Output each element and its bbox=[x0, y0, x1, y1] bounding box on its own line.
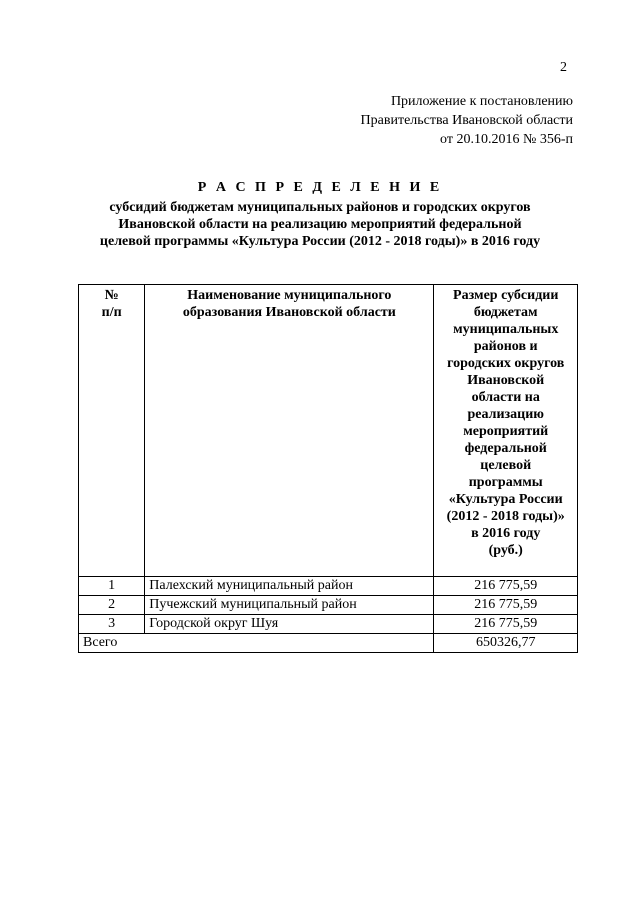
total-label: Всего bbox=[79, 634, 434, 653]
document-title: Р А С П Р Е Д Е Л Е Н И Е bbox=[197, 180, 443, 195]
header-amount-line: области на bbox=[471, 390, 540, 405]
header-number-line: № bbox=[104, 288, 119, 303]
appendix-block bbox=[361, 92, 573, 149]
table-row bbox=[79, 577, 578, 596]
row-amount: 216 775,59 bbox=[434, 615, 578, 634]
row-name: Городской округ Шуя bbox=[145, 615, 434, 634]
subtitle-line: целевой программы «Культура России (2012 - 2018 годы)» в 2016 году bbox=[99, 234, 541, 249]
subtitle-line: субсидий бюджетам муниципальных районов и городских округов bbox=[109, 200, 531, 215]
appendix-line: Приложение к постановлению bbox=[390, 94, 573, 109]
header-amount-line: Ивановской bbox=[467, 373, 545, 388]
header-amount-line: (руб.) bbox=[488, 543, 523, 558]
subtitle-line: Ивановской области на реализацию мероприятий федеральной bbox=[118, 217, 522, 232]
row-number: 2 bbox=[79, 596, 145, 615]
appendix-line: от 20.10.2016 № 356-п bbox=[440, 132, 573, 147]
header-number-line: п/п bbox=[101, 305, 122, 320]
header-amount-line: Размер субсидии bbox=[453, 288, 559, 303]
row-amount: 216 775,59 bbox=[434, 596, 578, 615]
table-total-row bbox=[79, 634, 578, 653]
header-amount-line: мероприятий bbox=[463, 424, 549, 439]
header-amount-line: целевой bbox=[480, 458, 532, 473]
row-name: Пучежский муниципальный район bbox=[145, 596, 434, 615]
header-amount-line: (2012 - 2018 годы)» bbox=[446, 509, 565, 524]
header-amount-line: «Культура России bbox=[448, 492, 563, 507]
header-amount-line: районов и bbox=[473, 339, 538, 354]
header-amount-line: в 2016 году bbox=[471, 526, 541, 541]
row-name: Палехский муниципальный район bbox=[145, 577, 434, 596]
row-number: 1 bbox=[79, 577, 145, 596]
appendix-line: Правительства Ивановской области bbox=[360, 113, 573, 128]
header-amount bbox=[434, 285, 578, 577]
header-amount-line: бюджетам bbox=[473, 305, 538, 320]
header-name-line: образования Ивановской области bbox=[182, 305, 396, 320]
table-header-row bbox=[79, 285, 578, 577]
header-amount-line: реализацию bbox=[467, 407, 544, 422]
header-amount-line: программы bbox=[468, 475, 543, 490]
header-amount-line: федеральной bbox=[464, 441, 547, 456]
header-amount-line: муниципальных bbox=[453, 322, 559, 337]
row-amount: 216 775,59 bbox=[434, 577, 578, 596]
total-amount: 650326,77 bbox=[434, 634, 578, 653]
subsidy-table bbox=[78, 284, 578, 653]
header-number bbox=[79, 285, 145, 577]
row-number: 3 bbox=[79, 615, 145, 634]
document-subtitle bbox=[60, 199, 580, 250]
header-amount-line: городских округов bbox=[447, 356, 565, 371]
page-number: 2 bbox=[560, 60, 567, 75]
table-row bbox=[79, 596, 578, 615]
header-name bbox=[145, 285, 434, 577]
table-row bbox=[79, 615, 578, 634]
header-name-line: Наименование муниципального bbox=[187, 288, 392, 303]
